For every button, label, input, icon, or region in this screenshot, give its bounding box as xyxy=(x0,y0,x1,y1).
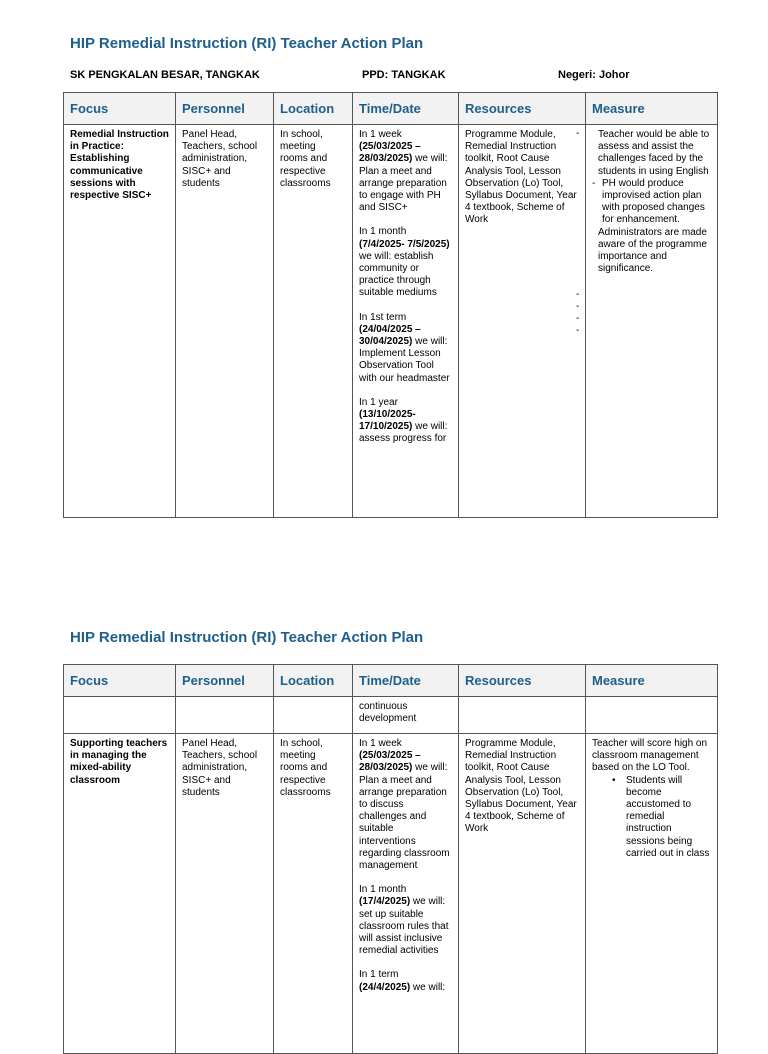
ppd-label: PPD: TANGKAK xyxy=(362,69,446,81)
measure-cell xyxy=(586,734,718,1054)
resources-cell xyxy=(459,697,586,734)
measure-list xyxy=(592,129,711,275)
header-personnel: Personnel xyxy=(176,665,274,697)
resources-cell: Programme Module, Remedial Instruction toolkit, Root Cause Analysis Tool, Lesson Observation (Lo) Tool, Syllabus Document, Year 4 textbook, Scheme of Work xyxy=(459,125,586,518)
timeline-step xyxy=(359,969,452,993)
step-text: we will: Implement Lesson Observation Tool with our headmaster xyxy=(359,336,450,384)
table-header-row xyxy=(64,665,718,697)
step-text: we will: establish community or practice through suitable mediums xyxy=(359,250,437,299)
list-item: - PH would produce improvised action plan with proposed changes for enhancement. xyxy=(592,178,711,227)
header-location: Location xyxy=(274,93,353,125)
table-header-row xyxy=(64,93,718,125)
step-period: In 1 week xyxy=(359,738,402,749)
personnel-cell xyxy=(176,697,274,734)
resources-cell: Programme Module, Remedial Instruction toolkit, Root Cause Analysis Tool, Lesson Observation (Lo) Tool, Syllabus Document, Year 4 textbook, Scheme of Work xyxy=(459,734,586,1054)
bullet-dash: - xyxy=(576,325,580,336)
step-period: In 1 month xyxy=(359,226,407,238)
bullet-dash: - xyxy=(576,301,580,312)
bullet-dash: - xyxy=(576,289,580,300)
list-item: Teacher would be able to assess and assist the challenges faced by the students in using English xyxy=(598,129,710,177)
step-text: we will: Plan a meet and arrange preparation to engage with PH and SISC+ xyxy=(359,153,448,214)
step-date: (13/10/2025- 17/10/2025) xyxy=(359,409,416,433)
header-resources: Resources xyxy=(459,93,586,125)
step-period: In 1 year xyxy=(359,396,398,408)
time-date-cell xyxy=(353,125,459,518)
page-title: HIP Remedial Instruction (RI) Teacher Action Plan xyxy=(70,35,424,52)
time-date-cell xyxy=(353,734,459,1054)
location-cell xyxy=(274,697,353,734)
header-time-date: Time/Date xyxy=(353,93,459,125)
step-date: (25/03/2025 – 28/03/2025) xyxy=(359,750,421,774)
list-item: • Students will become accustomed to remedial instruction sessions being carried out in class xyxy=(626,775,711,860)
page-title-2: HIP Remedial Instruction (RI) Teacher Action Plan xyxy=(70,629,424,646)
timeline-step xyxy=(359,226,452,299)
measure-intro: Teacher will score high on classroom management based on the LO Tool. xyxy=(592,738,708,774)
location-cell: In school, meeting rooms and respective classrooms xyxy=(274,125,353,518)
focus-cell xyxy=(64,697,176,734)
step-date: (17/4/2025) xyxy=(359,896,411,908)
measure-cell xyxy=(586,125,718,518)
location-cell: In school, meeting rooms and respective classrooms xyxy=(274,734,353,1054)
step-period: In 1 month xyxy=(359,884,407,896)
action-plan-table-2 xyxy=(63,664,718,1054)
header-measure: Measure xyxy=(586,665,718,697)
step-date: (24/04/2025 – 30/04/2025) xyxy=(359,323,421,348)
list-item: Administrators are made aware of the programme importance and significance. xyxy=(598,226,707,275)
step-period: In 1 term xyxy=(359,969,399,981)
table-row xyxy=(64,734,718,1054)
time-date-cell: continuous development xyxy=(353,697,459,734)
timeline-step xyxy=(359,397,452,446)
bullet-dash: - xyxy=(576,128,580,139)
focus-cell: Supporting teachers in managing the mixed-ability classroom xyxy=(64,734,176,1054)
timeline-step xyxy=(359,129,452,214)
action-plan-table xyxy=(63,92,718,518)
school-name: SK PENGKALAN BESAR, TANGKAK xyxy=(70,69,260,81)
timeline-step xyxy=(359,884,452,957)
negeri-label: Negeri: Johor xyxy=(558,69,630,81)
step-period: In 1 week xyxy=(359,129,402,140)
measure-bullets xyxy=(592,775,711,860)
measure-cell xyxy=(586,697,718,734)
step-text: we will: set up suitable classroom rules that will assist inclusive remedial activities xyxy=(359,896,449,957)
step-text: we will: assess progress for xyxy=(359,421,448,445)
header-focus: Focus xyxy=(64,93,176,125)
step-date: (7/4/2025- 7/5/2025) xyxy=(359,238,450,250)
focus-cell: Remedial Instruction in Practice: Establishing communicative sessions with respective SISC+ xyxy=(64,125,176,518)
personnel-cell: Panel Head, Teachers, school administration, SISC+ and students xyxy=(176,734,274,1054)
step-date: (24/4/2025) xyxy=(359,981,411,993)
header-focus: Focus xyxy=(64,665,176,697)
header-location: Location xyxy=(274,665,353,697)
step-text: we will: xyxy=(410,981,446,993)
table-row xyxy=(64,697,718,734)
step-date: (25/03/2025 – 28/03/2025) xyxy=(359,141,421,165)
step-period: In 1st term xyxy=(359,311,407,323)
header-measure: Measure xyxy=(586,93,718,125)
timeline-step xyxy=(359,312,452,385)
header-resources: Resources xyxy=(459,665,586,697)
personnel-cell: Panel Head, Teachers, school administration, SISC+ and students xyxy=(176,125,274,518)
table-row xyxy=(64,125,718,518)
bullet-dash: - xyxy=(576,313,580,324)
header-time-date: Time/Date xyxy=(353,665,459,697)
header-personnel: Personnel xyxy=(176,93,274,125)
timeline-step xyxy=(359,738,452,872)
step-text: we will: Plan a meet and arrange preparation to discuss challenges and suitable interventions regarding classroom management xyxy=(359,762,450,872)
